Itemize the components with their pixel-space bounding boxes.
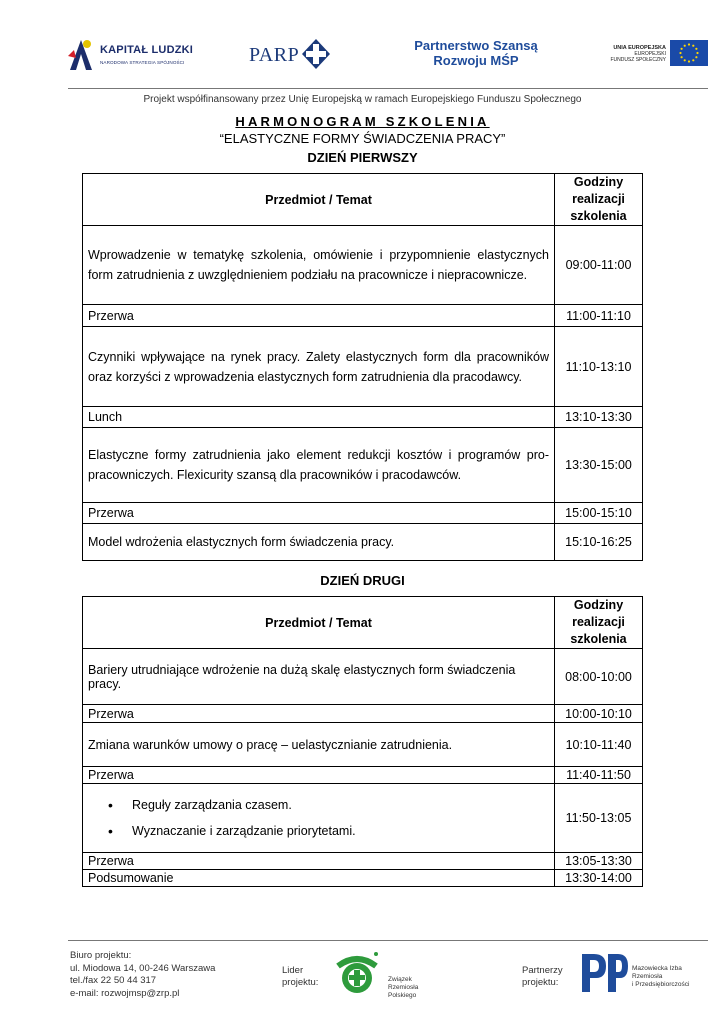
leader-label <box>282 965 318 989</box>
ue-text <box>598 45 666 63</box>
row-time: 15:00-15:10 <box>555 503 643 524</box>
partners-line-1: Partnerzy <box>522 965 563 976</box>
zrp-line-2: Rzemiosła <box>388 984 419 991</box>
row-time: 13:30-15:00 <box>555 428 643 503</box>
eu-flag-icon <box>670 40 708 66</box>
row-subject: Elastyczne formy zatrudnienia jako element redukcji kosztów i programów pro-pracowniczych. Flexicurity szansą dla pracowników i pracodawców. <box>83 428 555 503</box>
footer-divider <box>68 940 708 941</box>
row-subject: Przerwa <box>83 305 555 327</box>
row-time: 15:10-16:25 <box>555 524 643 561</box>
row-subject: Model wdrożenia elastycznych form świadczenia pracy. <box>83 524 555 561</box>
ue-line-1: UNIA EUROPEJSKA <box>613 45 666 51</box>
table-row <box>83 767 643 784</box>
leader-line-1: Lider <box>282 965 304 976</box>
zrp-line-1: Związek <box>388 976 412 983</box>
parp-text: PARP <box>249 44 300 66</box>
row-subject: Przerwa <box>83 767 555 784</box>
partners-line-2: projektu: <box>522 977 559 988</box>
ue-line-3: FUNDUSZ SPOŁECZNY <box>610 57 666 63</box>
partners-label <box>522 965 563 989</box>
table-row <box>83 226 643 305</box>
bullet-item: • Wyznaczanie i zarządzanie priorytetami. <box>108 818 549 844</box>
cofinancing-note: Projekt współfinansowany przez Unię Europejską w ramach Europejskiego Funduszu Społecznego <box>143 94 582 105</box>
table-row <box>83 327 643 407</box>
mir-logo-icon <box>578 950 628 996</box>
header-logos <box>0 30 725 80</box>
document-title: HARMONOGRAM SZKOLENIA <box>235 114 490 129</box>
hours-header-line-2: realizacji <box>572 192 625 206</box>
subject-column-header: Przedmiot / Temat <box>83 597 555 649</box>
table-row <box>83 305 643 327</box>
hours-column-header <box>555 597 643 649</box>
kapital-ludzki-logo <box>68 34 194 76</box>
row-time: 11:00-11:10 <box>555 305 643 327</box>
bullet-item: • Reguły zarządzania czasem. <box>108 792 549 818</box>
table-row <box>83 503 643 524</box>
kapital-ludzki-title: KAPITAŁ LUDZKI <box>100 44 194 56</box>
row-time: 13:30-14:00 <box>555 870 643 887</box>
row-time: 10:00-10:10 <box>555 705 643 723</box>
course-title: “ELASTYCZNE FORMY ŚWIADCZENIA PRACY” <box>219 131 506 146</box>
table-row <box>83 407 643 428</box>
kapital-ludzki-subtitle: NARODOWA STRATEGIA SPÓJNOŚCI <box>100 60 185 65</box>
row-subject-bullets <box>83 784 555 853</box>
table-header-row <box>83 597 643 649</box>
office-line-4: e-mail: rozwojmsp@zrp.pl <box>70 987 180 999</box>
hours-header-line-1: Godziny <box>573 175 624 189</box>
row-subject: Lunch <box>83 407 555 428</box>
day-two-schedule-table <box>82 596 643 887</box>
table-row <box>83 705 643 723</box>
hours-header-line-3: szkolenia <box>570 209 627 223</box>
pszr-line-2: Rozwoju MŚP <box>433 53 519 68</box>
row-subject: Przerwa <box>83 503 555 524</box>
row-subject: Przerwa <box>83 705 555 723</box>
row-time: 10:10-11:40 <box>555 723 643 767</box>
table-row <box>83 649 643 705</box>
row-time: 11:40-11:50 <box>555 767 643 784</box>
project-office-address <box>70 950 215 1000</box>
zrp-logo-icon <box>334 948 380 996</box>
hours-header-line-1: Godziny <box>573 598 624 612</box>
pszr-logo <box>410 38 542 68</box>
day-one-heading: DZIEŃ PIERWSZY <box>307 150 418 165</box>
leader-line-2: projektu: <box>282 977 319 988</box>
row-time: 11:10-13:10 <box>555 327 643 407</box>
table-row <box>83 784 643 853</box>
bullet-list <box>88 792 549 844</box>
hours-header-line-2: realizacji <box>572 615 625 629</box>
day-two-heading: DZIEŃ DRUGI <box>320 573 405 588</box>
table-row <box>83 870 643 887</box>
table-row <box>83 428 643 503</box>
subject-column-header: Przedmiot / Temat <box>83 174 555 226</box>
office-line-2: ul. Miodowa 14, 00-246 Warszawa <box>70 962 216 974</box>
mir-line-2: Rzemiosła <box>632 973 663 980</box>
table-row <box>83 853 643 870</box>
hours-header-line-3: szkolenia <box>570 632 627 646</box>
ue-line-2: EUROPEJSKI <box>634 51 666 57</box>
zrp-name <box>388 976 418 1000</box>
pszr-line-1: Partnerstwo Szansą <box>414 38 538 53</box>
header-divider <box>68 88 708 89</box>
office-line-1: Biuro projektu: <box>70 950 132 961</box>
row-time: 13:05-13:30 <box>555 853 643 870</box>
zrp-line-3: Polskiego <box>388 992 417 999</box>
table-row <box>83 524 643 561</box>
row-time: 11:50-13:05 <box>555 784 643 853</box>
row-subject: Przerwa <box>83 853 555 870</box>
ue-logo <box>598 40 710 70</box>
mir-line-1: Mazowiecka Izba <box>632 965 682 972</box>
row-subject: Wprowadzenie w tematykę szkolenia, omówienie i przypomnienie elastycznych form zatrudnienia z uwzględnieniem podziału na pracownicze i niepracownicze. <box>83 226 555 305</box>
day-one-schedule-table <box>82 173 643 561</box>
row-time: 08:00-10:00 <box>555 649 643 705</box>
parp-cross-icon <box>302 39 330 69</box>
row-subject: Zmiana warunków umowy o pracę – uelastycznianie zatrudnienia. <box>83 723 555 767</box>
kapital-ludzki-icon <box>68 36 94 72</box>
row-subject: Czynniki wpływające na rynek pracy. Zalety elastycznych form dla pracowników oraz korzyści z wprowadzenia elastycznych form zatrudnienia dla pracodawcy. <box>83 327 555 407</box>
office-line-3: tel./fax 22 50 44 317 <box>70 975 157 986</box>
row-time: 13:10-13:30 <box>555 407 643 428</box>
hours-column-header <box>555 174 643 226</box>
mir-name <box>632 965 689 989</box>
mir-line-3: i Przedsiębiorczości <box>632 981 690 988</box>
parp-logo <box>249 38 333 72</box>
row-subject: Podsumowanie <box>83 870 555 887</box>
row-time: 09:00-11:00 <box>555 226 643 305</box>
table-header-row <box>83 174 643 226</box>
table-row <box>83 723 643 767</box>
row-subject: Bariery utrudniające wdrożenie na dużą skalę elastycznych form świadczenia pracy. <box>83 649 555 705</box>
